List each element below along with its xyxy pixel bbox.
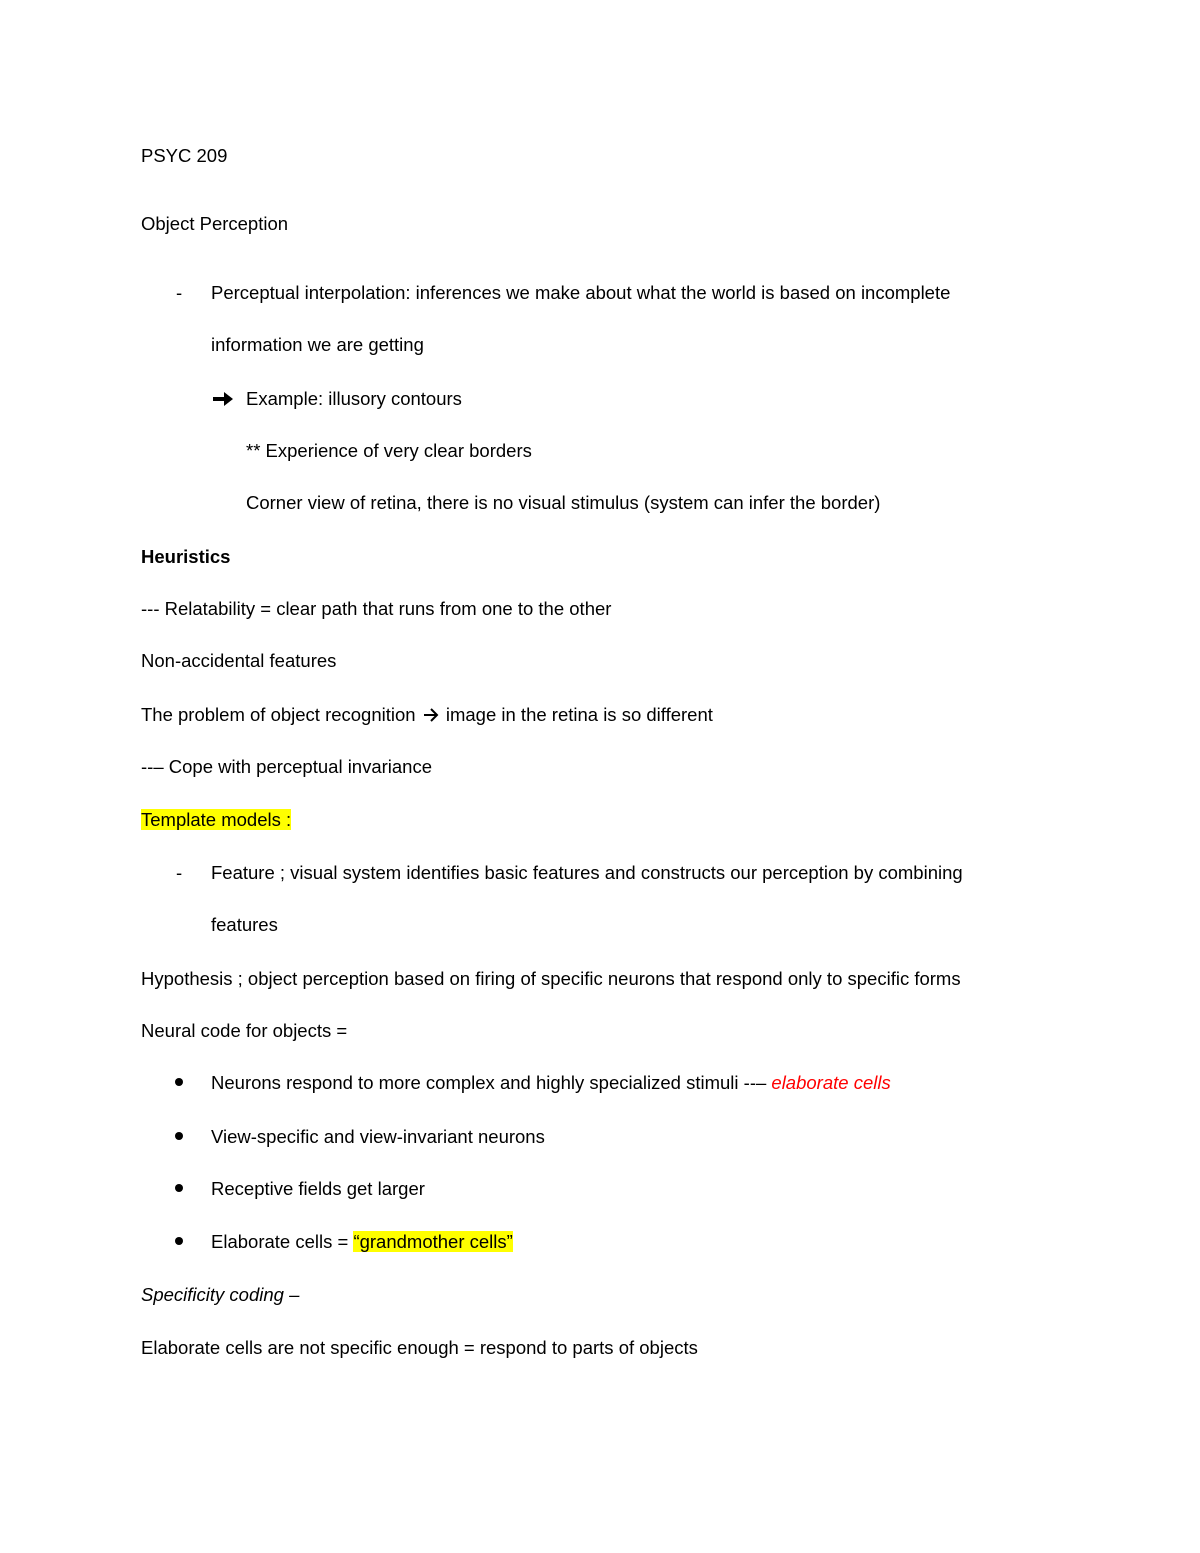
neural-code-line: Neural code for objects =	[141, 1020, 348, 1041]
bullet-icon	[175, 1132, 183, 1140]
bullet-item-4	[211, 1230, 513, 1254]
relatability-line: --- Relatability = clear path that runs from one to the other	[141, 598, 612, 619]
dash-marker: -	[176, 282, 183, 303]
arrow-right-icon	[423, 708, 439, 722]
experience-line: ** Experience of very clear borders	[246, 440, 532, 461]
page-title: Object Perception	[141, 213, 289, 234]
elaborate-cells-emphasis: elaborate cells	[771, 1072, 891, 1093]
problem-text-b: image in the retina is so different	[445, 704, 713, 725]
arrow-right-icon	[212, 389, 234, 409]
grandmother-cells-highlight: “grandmother cells”	[353, 1231, 513, 1252]
bullet-icon	[175, 1078, 183, 1086]
specificity-coding-line: Specificity coding –	[141, 1284, 300, 1305]
bullet-icon	[175, 1184, 183, 1192]
example-line: Example: illusory contours	[246, 388, 462, 409]
problem-text-a: The problem of object recognition	[141, 704, 416, 725]
course-code: PSYC 209	[141, 145, 228, 166]
bullet-item-1	[211, 1071, 891, 1095]
template-models-highlight: Template models :	[141, 809, 292, 830]
problem-line	[141, 703, 713, 727]
bullet-icon	[175, 1237, 183, 1245]
template-models-line	[141, 808, 291, 832]
heuristics-heading: Heuristics	[141, 546, 231, 567]
cope-line: --– Cope with perceptual invariance	[141, 756, 433, 777]
interpolation-line-1: Perceptual interpolation: inferences we make about what the world is based on incomplete	[211, 282, 951, 303]
feature-line-1: Feature ; visual system identifies basic features and constructs our perception by combining	[211, 862, 963, 883]
interpolation-line-2: information we are getting	[211, 334, 424, 355]
bullet-item-2: View-specific and view-invariant neurons	[211, 1126, 545, 1147]
feature-line-2: features	[211, 914, 278, 935]
dash-marker: -	[176, 862, 183, 883]
hypothesis-line: Hypothesis ; object perception based on firing of specific neurons that respond only to specific forms	[141, 968, 961, 989]
corner-view-line: Corner view of retina, there is no visual stimulus (system can infer the border)	[246, 492, 881, 513]
bullet-1-text: Neurons respond to more complex and highly specialized stimuli --–	[211, 1072, 767, 1093]
nonaccidental-line: Non-accidental features	[141, 650, 337, 671]
bullet-item-3: Receptive fields get larger	[211, 1178, 425, 1199]
elaborate-parts-line: Elaborate cells are not specific enough = respond to parts of objects	[141, 1337, 698, 1358]
bullet-4-text: Elaborate cells =	[211, 1231, 349, 1252]
